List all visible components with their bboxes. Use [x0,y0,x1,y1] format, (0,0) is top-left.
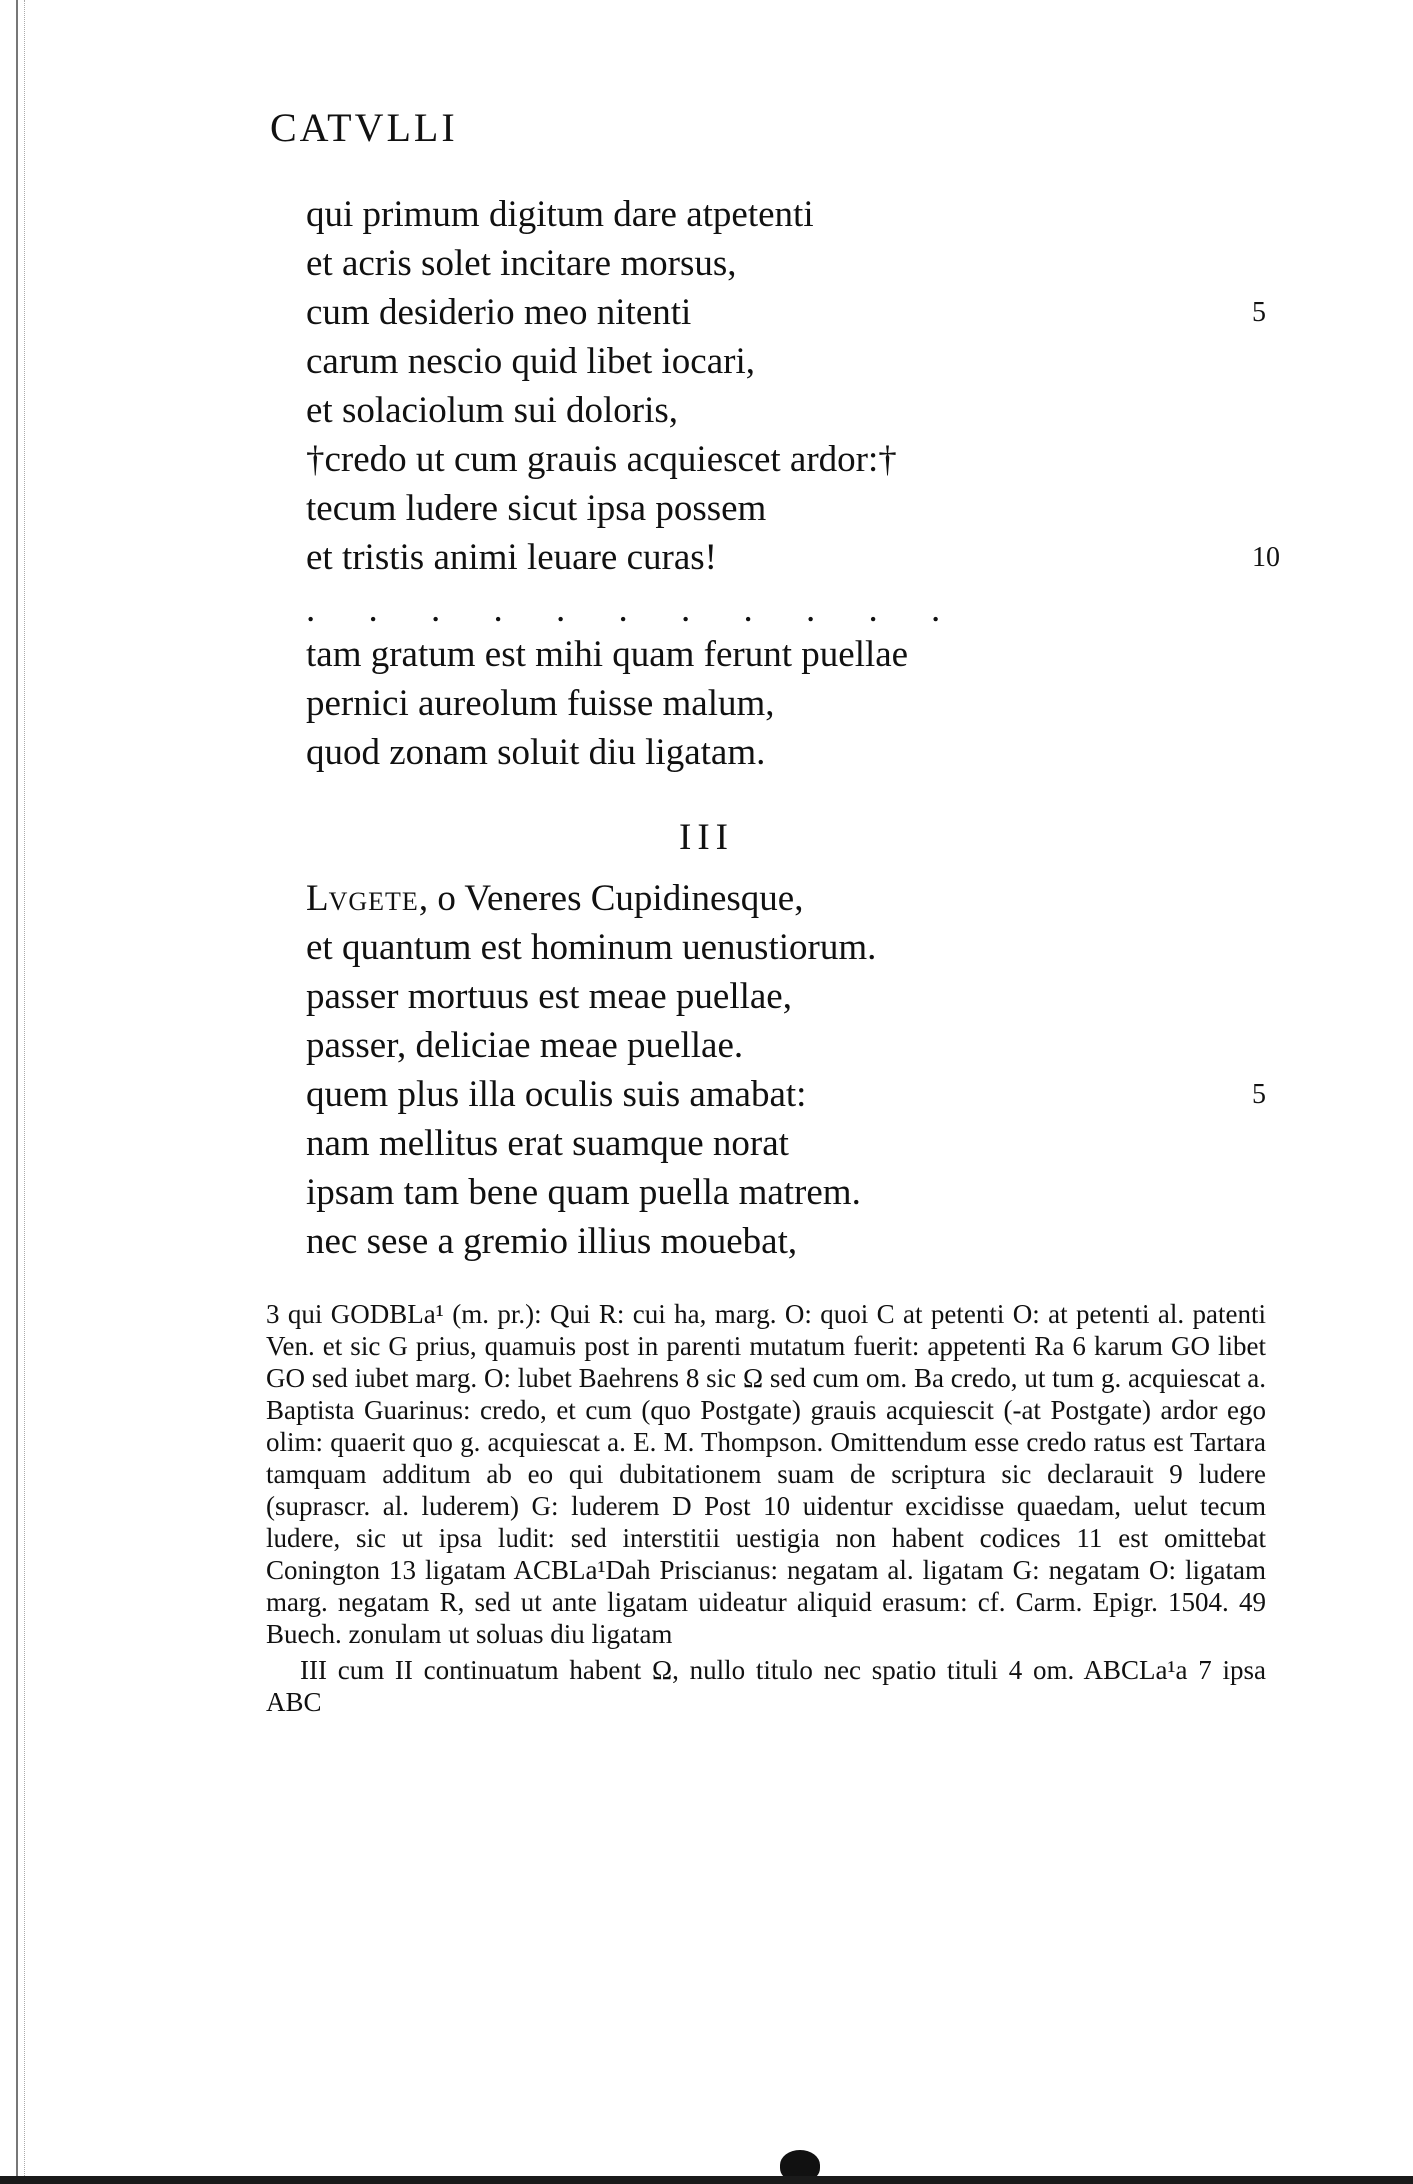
verse-line [306,288,1266,337]
verse-line [306,1070,1266,1119]
poem-iii-text [306,923,1266,1266]
verse-line [306,874,1266,923]
verse-line [306,923,1266,972]
verse-line [306,1021,1266,1070]
verse-line [306,533,1280,582]
verse-text: qui primum digitum dare atpetenti [306,194,814,235]
verse-text: et acris solet incitare morsus, [306,243,737,284]
verse-line [306,484,1266,533]
verse-text: †credo ut cum grauis acquiescet ardor:† [306,439,897,480]
poem-iii-first-line [306,874,1266,923]
verse-text: quem plus illa oculis suis amabat: [306,1074,807,1115]
initial-letter: L [306,878,329,919]
lacuna-dots: . . . . . . . . . . . [306,589,963,630]
section-title: III [679,817,734,858]
verse-text: quod zonam soluit diu ligatam. [306,732,766,773]
line-number: 5 [1252,297,1266,328]
first-line-rest: , o Veneres Cupidinesque, [418,878,804,919]
verse-text: ipsam tam bene quam puella matrem. [306,1172,861,1213]
verse-text: nam mellitus erat suamque norat [306,1123,789,1164]
verse-text: et quantum est hominum uenustiorum. [306,927,877,968]
poem-ii-ending [306,630,1266,777]
verse-line [306,1168,1266,1217]
verse-line [306,190,1266,239]
binding-gutter [16,0,25,2184]
poem-ii-text [306,190,1280,582]
verse-text: cum desiderio meo nitenti [306,292,692,333]
verse-line [306,630,1266,679]
verse-line [306,435,1266,484]
running-head: CATVLLI [270,105,458,150]
verse-line [306,337,1266,386]
verse-line [306,1119,1266,1168]
verse-line [306,679,1266,728]
apparatus-note-poem-ii: 3 qui GODBLa¹ (m. pr.): Qui R: cui ha, marg. O: quoi C at petenti O: at petenti al. patenti Ven. et sic G prius, quamuis post in parenti mutatum fuerit: appetenti Ra 6 karum GO libet GO sed iubet marg. O: lubet Baehrens 8 sic Ω sed cum om. Ba credo, ut tum g. acquiescat a. Baptista Guarinus: credo, et cum (quo Postgate) grauis acquiescit (-at Postgate) ardor ego olim: quaerit quo g. acquiescat a. E. M. Thompson. Omittendum esse credo ratus est Tartara tamquam additum ab eo qui dubitationem suam de scriptura sic declarauit 9 ludere (suprascr. al. luderem) G: luderem D Post 10 uidentur excidisse quaedam, uelut tecum ludere, sic ut ipsa ludit: sed interstitii uestigia non habent codices 11 est omittebat Conington 13 ligatam ACBLa¹Dah Priscianus: negatam al. ligatam G: negatam O: ligatam marg. negatam R, sed ut ante ligatam uideatur aliquid erasum: cf. Carm. Epigr. 1504. 49 Buech. zonulam ut soluas diu ligatam [266,1299,1266,1649]
verse-line [306,972,1266,1021]
verse-line [306,239,1266,288]
line-number: 5 [1252,1079,1266,1110]
verse-text: tam gratum est mihi quam ferunt puellae [306,634,909,675]
critical-apparatus [266,1298,1266,1718]
verse-text: nec sese a gremio illius mouebat, [306,1221,798,1262]
verse-text: passer mortuus est meae puellae, [306,976,792,1017]
lacuna-line [306,585,1266,634]
verse-text: tecum ludere sicut ipsa possem [306,488,767,529]
verse-text: passer, deliciae meae puellae. [306,1025,744,1066]
verse-line [306,1217,1266,1266]
apparatus-note-poem-iii: III cum II continuatum habent Ω, nullo titulo nec spatio tituli 4 om. ABCLa¹a 7 ipsa ABC [266,1655,1266,1717]
verse-line [306,728,1266,777]
verse-text: et solaciolum sui doloris, [306,390,679,431]
verse-text: carum nescio quid libet iocari, [306,341,755,382]
page-edge [0,2176,1413,2184]
verse-text: et tristis animi leuare curas! [306,537,717,578]
verse-text: pernici aureolum fuisse malum, [306,683,775,724]
small-caps-word: VGETE [328,887,419,916]
verse-line [306,386,1266,435]
line-number: 10 [1252,542,1280,573]
